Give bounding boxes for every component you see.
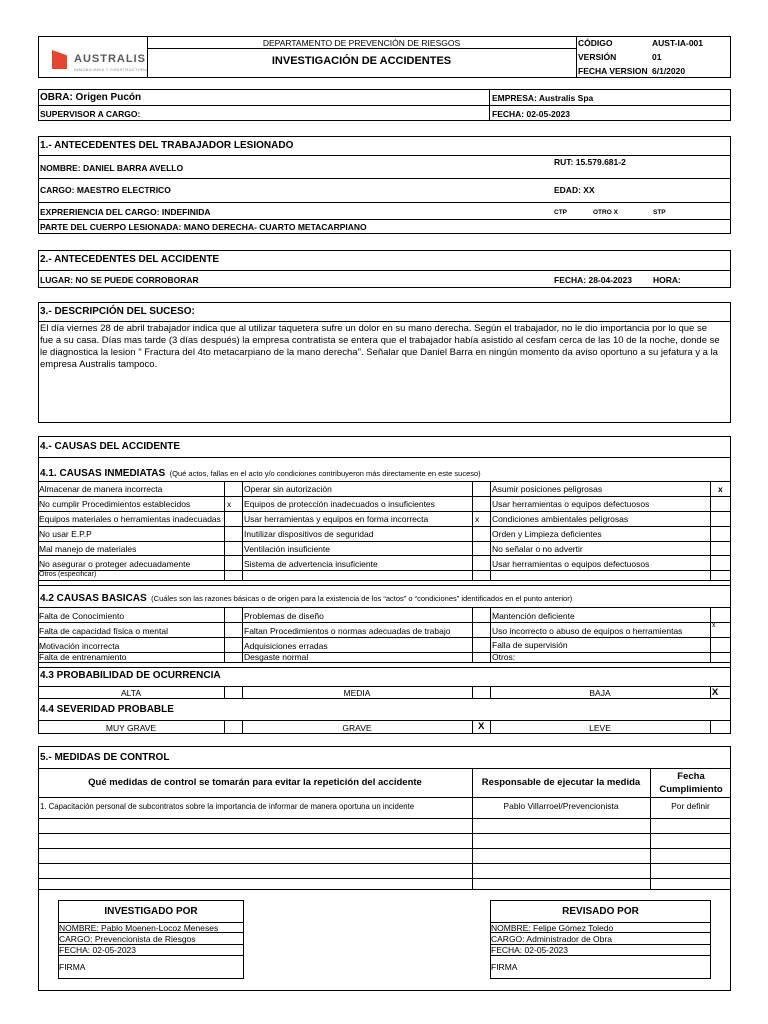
trabajador-cargo: CARGO: MAESTRO ELECTRICO <box>40 185 171 195</box>
basica-cause: Problemas de diseño <box>244 611 324 621</box>
version-value: 01 <box>652 52 662 62</box>
fecha-version-value: 6/1/2020 <box>652 66 686 76</box>
stp-label: STP <box>653 209 666 216</box>
parte-cuerpo: PARTE DEL CUERPO LESIONADA: MANO DERECHA- CUARTO METACARPIANO <box>40 222 367 232</box>
medida-responsable: Pablo Villarroel/Prevencionista <box>503 801 619 811</box>
document-title: INVESTIGACIÓN DE ACCIDENTES <box>271 55 452 67</box>
obra-fecha: FECHA: 02-05-2023 <box>492 109 570 119</box>
probabilidad-baja-mark[interactable]: X <box>711 687 719 698</box>
severidad-grave-mark[interactable]: X <box>478 721 485 732</box>
probabilidad-media: MEDIA <box>343 688 371 698</box>
accidente-title: 2.- ANTECEDENTES DEL ACCIDENTE <box>40 254 220 265</box>
inmediata-cause: Usar herramientas y equipos en forma incorrecta <box>244 514 429 524</box>
basica-cause: Uso incorrecto o abuso de equipos o herramientas <box>492 626 683 636</box>
probabilidad-title: 4.3 PROBABILIDAD DE OCURRENCIA <box>40 670 221 681</box>
codigo-value: AUST-IA-001 <box>652 38 704 48</box>
fecha-col-header: Fecha Cumplimiento <box>659 771 723 795</box>
inmediata-cause: No asegurar o proteger adecuadamente <box>39 559 191 569</box>
otros-especificar: Otros (especificar) <box>39 571 97 578</box>
inmediata-mark[interactable]: x <box>227 499 232 509</box>
medidas-title: 5.- MEDIDAS DE CONTROL <box>40 752 170 763</box>
trabajador-edad: EDAD: XX <box>554 185 595 195</box>
basica-cause: Motivación incorrecta <box>39 641 120 651</box>
investigado-nombre: NOMBRE: Pablo Moenen-Locoz Meneses <box>59 923 219 933</box>
basica-cause: Otros: <box>492 652 516 662</box>
revisado-firma[interactable]: FIRMA <box>491 962 518 972</box>
inmediatas-note: (Qué actos, fallas en el acto y/o condiciones contribuyeron más directamente en este suceso) <box>169 469 481 478</box>
inmediata-cause: No cumplir Procedimientos establecidos <box>39 499 191 509</box>
basica-cause: Falta de capacidad física o mental <box>39 626 168 636</box>
severidad-title: 4.4 SEVERIDAD PROBABLE <box>40 704 174 715</box>
department-name: DEPARTAMENTO DE PREVENCIÓN DE RIESGOS <box>262 38 461 48</box>
inmediata-cause: Orden y Limpieza deficientes <box>492 529 602 539</box>
revisado-title: REVISADO POR <box>562 906 639 917</box>
ctp-label: CTP <box>554 209 567 216</box>
inmediata-cause: Usar herramientas o equipos defectuosos <box>492 499 650 509</box>
probabilidad-alta: ALTA <box>121 688 141 698</box>
fecha-version-label: FECHA VERSION <box>578 66 648 76</box>
version-label: VERSIÓN <box>578 52 617 62</box>
suceso-title: 3.- DESCRIPCIÓN DEL SUCESO: <box>40 306 195 317</box>
inmediatas-heading <box>40 463 481 481</box>
basica-mark[interactable]: x <box>712 622 716 629</box>
inmediata-cause: Mal manejo de materiales <box>39 544 137 554</box>
inmediata-cause: No señalar o no advertir <box>492 544 583 554</box>
inmediata-cause: Equipos de protección inadecuados o insuficientes <box>244 499 435 509</box>
empresa: EMPRESA: Australis Spa <box>492 93 594 103</box>
investigado-firma[interactable]: FIRMA <box>59 962 86 972</box>
severidad-muy-grave: MUY GRAVE <box>105 723 157 733</box>
accidente-lugar: LUGAR: NO SE PUEDE CORROBORAR <box>40 275 199 285</box>
inmediatas-title: 4.1. CAUSAS INMEDIATAS <box>40 468 166 479</box>
otro-label: OTRO X <box>593 209 618 216</box>
investigado-title: INVESTIGADO POR <box>104 906 198 917</box>
probabilidad-baja: BAJA <box>589 688 611 698</box>
severidad-leve: LEVE <box>589 723 611 733</box>
basica-cause: Mantención deficiente <box>492 611 575 621</box>
inmediata-cause: Ventilación insuficiente <box>244 544 331 554</box>
obra-name: OBRA: Origen Pucón <box>40 92 142 103</box>
basica-cause: Falta de Conocimiento <box>39 611 125 621</box>
inmediata-mark[interactable]: x <box>718 484 723 494</box>
medidas-col-header: Qué medidas de control se tomarán para evitar la repetición del accidente <box>88 777 422 788</box>
basica-cause: Adquisiciones erradas <box>244 641 328 651</box>
revisado-fecha: FECHA: 02-05-2023 <box>491 945 569 955</box>
supervisor: SUPERVISOR A CARGO: <box>40 109 141 119</box>
basica-cause: Desgaste normal <box>244 652 309 662</box>
severidad-grave: GRAVE <box>342 723 372 733</box>
trabajador-experiencia: EXPRERIENCIA DEL CARGO: INDEFINIDA <box>40 207 211 217</box>
inmediata-cause: Condiciones ambientales peligrosas <box>492 514 629 524</box>
inmediata-cause: Usar herramientas o equipos defectuosos <box>492 559 650 569</box>
logo-name: AUSTRALIS <box>74 53 146 65</box>
suceso-description: El día viernes 28 de abril trabajador indica que al utilizar taquetera sufre un dolor en su mano derecha. Según el trabajador, no le dio importancia por lo que se fue a su casa. Días mas tarde (3 días después) la empresa contratista se entera que el trabajador había asistido al cesfam cerca de las 10 de la noche, donde se le diagnostica la lesion " Fractura del 4to metacarpiano de la mano derecha". Señalar que Daniel Barra en ningún momento da aviso oportuno a su jefatura y a la empresa Australis tampoco. <box>40 323 720 370</box>
trabajador-nombre: NOMBRE: DANIEL BARRA AVELLO <box>40 163 184 173</box>
inmediata-cause: Almacenar de manera incorrecta <box>39 484 163 494</box>
inmediata-cause: Inutilizar dispositivos de seguridad <box>244 529 374 539</box>
causas-title: 4.- CAUSAS DEL ACCIDENTE <box>40 441 181 452</box>
medida-text: 1. Capacitación personal de subcontratos sobre la importancia de informar de manera oportuna un incidente <box>40 802 415 811</box>
basica-cause: Faltan Procedimientos o normas adecuadas de trabajo <box>244 626 451 636</box>
inmediata-cause: Sistema de advertencia insuficiente <box>244 559 378 569</box>
codigo-label: CÓDIGO <box>578 38 613 48</box>
investigado-fecha: FECHA: 02-05-2023 <box>59 945 137 955</box>
basica-cause: Falta de entrenamiento <box>39 652 127 662</box>
responsable-col-header: Responsable de ejecutar la medida <box>481 777 641 788</box>
accidente-fecha: FECHA: 28-04-2023 <box>554 275 632 285</box>
basicas-note: (Cuáles son las razones básicas o de origen para la existencia de los “actos” o “condiciones” identificados en el punto anterior) <box>151 594 573 603</box>
inmediata-cause: Asumir posiciones peligrosas <box>492 484 603 494</box>
inmediata-cause: Equipos materiales o herramientas inadecuadas <box>39 514 221 524</box>
medida-fecha: Por definir <box>671 801 710 811</box>
investigado-cargo: CARGO: Prevencionista de Riesgos <box>59 934 196 944</box>
revisado-nombre: NOMBRE: Felipe Gómez Toledo <box>491 923 614 933</box>
basica-cause: Falla de supervisión <box>492 640 568 650</box>
trabajador-rut: RUT: 15.579.681-2 <box>554 157 626 167</box>
revisado-cargo: CARGO: Administrador de Obra <box>491 934 612 944</box>
trabajador-title: 1.- ANTECEDENTES DEL TRABAJADOR LESIONADO <box>40 140 294 151</box>
inmediata-cause: No usar E.P.P <box>39 529 92 539</box>
logo-subtitle: INMOBILIARIA Y CONSTRUCTORA <box>74 67 148 72</box>
basicas-heading <box>40 588 572 606</box>
inmediata-cause: Operar sin autorización <box>244 484 332 494</box>
basicas-title: 4.2 CAUSAS BASICAS <box>40 593 147 604</box>
inmediata-mark[interactable]: x <box>475 514 480 524</box>
accidente-hora: HORA: <box>653 275 681 285</box>
